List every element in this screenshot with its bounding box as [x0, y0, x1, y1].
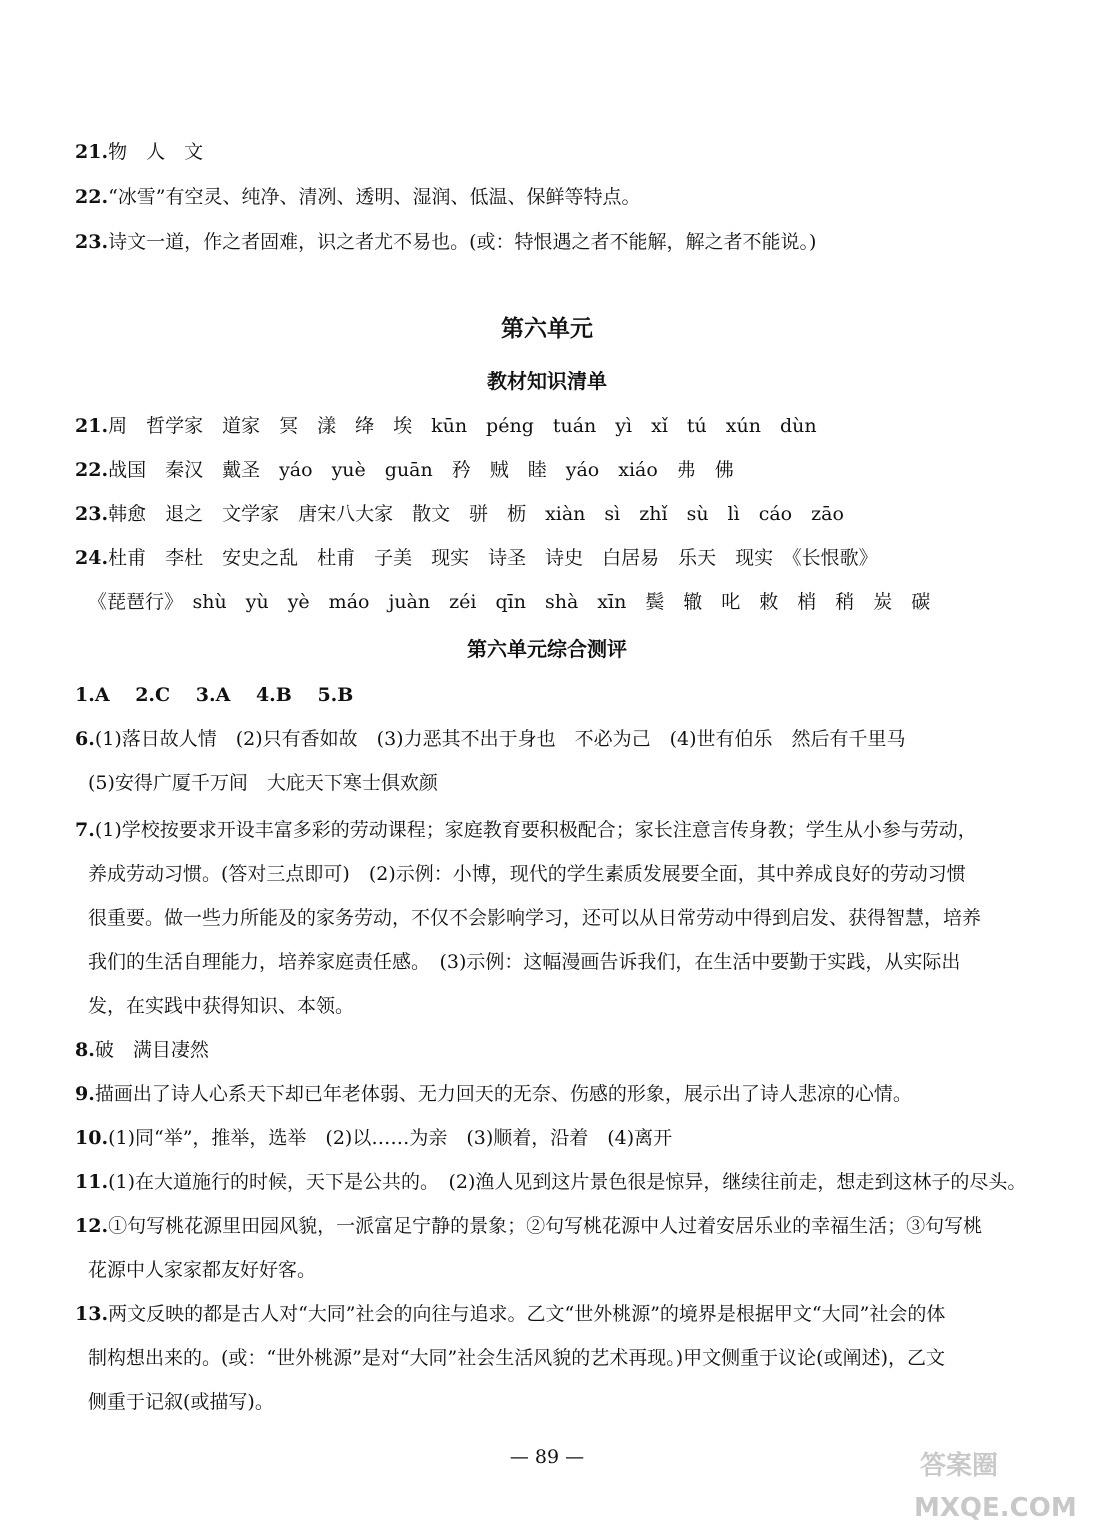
section-title: 教材知识清单 — [487, 369, 607, 393]
answer-line — [75, 1170, 1026, 1194]
item-number: 21. — [75, 141, 109, 163]
answer-line — [88, 862, 966, 886]
item-number: 23. — [75, 231, 109, 253]
item-text: (1)在大道施行的时候，天下是公共的。 (2)渔人见到这片景色很是惊异，继续往前走，想走到这林子的尽头。 — [108, 1171, 1027, 1193]
item-text: 《琵琶行》 shù yù yè máo juàn zéi qīn shà xīn 鬓 辙 叱 敕 梢 稍 炭 碳 — [88, 591, 931, 613]
answer-line — [88, 771, 438, 795]
item-number: 6. — [75, 728, 95, 750]
item-text: (5)安得广厦千万间 大庇天下寒士俱欢颜 — [88, 772, 438, 794]
item-number: 10. — [75, 1127, 109, 1149]
unit-title: 第六单元 — [501, 315, 593, 342]
item-number: 11. — [75, 1171, 109, 1193]
item-number: 9. — [75, 1083, 95, 1105]
item-text: 很重要。做一些力所能及的家务劳动，不仅不会影响学习，还可以从日常劳动中得到启发、获得智慧，培养 — [88, 907, 982, 929]
answer-line — [75, 414, 817, 438]
item-text: (1)落日故人情 (2)只有香如故 (3)力恶其不出于身也 不必为己 (4)世有伯乐 然后有千里马 — [94, 728, 906, 750]
answer-line — [75, 818, 977, 842]
item-text: 杜甫 李杜 安史之乱 杜甫 子美 现实 诗圣 诗史 白居易 乐天 现实 《长恨歌》 — [108, 547, 878, 569]
answer-line — [75, 727, 906, 751]
answer-line — [88, 1258, 316, 1282]
answer-line — [75, 185, 641, 209]
item-text: (1)学校按要求开设丰富多彩的劳动课程；家庭教育要积极配合；家长注意言传身教；学生从小参与劳动， — [94, 819, 977, 841]
item-text: 破 满目凄然 — [94, 1039, 209, 1061]
answer-line — [88, 590, 930, 614]
item-text: 养成劳动习惯。(答对三点即可) (2)示例：小博，现代的学生素质发展要全面，其中养成良好的劳动习惯 — [88, 863, 966, 885]
answer-line — [75, 140, 203, 164]
item-text: 战国 秦汉 戴圣 yáo yuè guān 矜 贼 睦 yáo xiáo 弗 佛 — [108, 459, 734, 481]
item-text: (1)同“举”，推举，选举 (2)以……为亲 (3)顺着，沿着 (4)离开 — [108, 1127, 673, 1149]
item-text: 发，在实践中获得知识、本领。 — [88, 995, 355, 1017]
item-number: 23. — [75, 503, 109, 525]
answer-line — [75, 546, 878, 570]
item-text: “冰雪”有空灵、纯净、清冽、透明、湿润、低温、保鲜等特点。 — [108, 186, 641, 208]
item-number: 22. — [75, 459, 109, 481]
item-number: 22. — [75, 186, 109, 208]
item-text: 侧重于记叙(或描写)。 — [88, 1391, 274, 1413]
section-title: 第六单元综合测评 — [467, 637, 627, 661]
item-text: 制构想出来的。(或：“世外桃源”是对“大同”社会生活风貌的艺术再现。)甲文侧重于议论(或阐述)，乙文 — [88, 1347, 946, 1369]
item-text: 描画出了诗人心系天下却已年老体弱、无力回天的无奈、伤感的形象，展示出了诗人悲凉的心情。 — [94, 1083, 912, 1105]
item-text: 周 哲学家 道家 冥 漾 绛 埃 kūn péng tuán yì xǐ tú xún dùn — [108, 415, 817, 437]
answer-line — [88, 1390, 274, 1414]
item-text: ①句写桃花源里田园风貌，一派富足宁静的景象；②句写桃花源中人过着安居乐业的幸福生活；③句写桃 — [108, 1215, 983, 1237]
item-text: 花源中人家家都友好好客。 — [88, 1259, 317, 1281]
watermark-logo — [910, 1436, 1080, 1526]
watermark-line2: MXQE.COM — [914, 1493, 1077, 1523]
item-text: 物 人 文 — [108, 141, 204, 163]
answer-line — [75, 1302, 945, 1326]
item-number: 8. — [75, 1039, 95, 1061]
item-number: 7. — [75, 819, 95, 841]
item-number: 12. — [75, 1215, 109, 1237]
answer-line — [75, 1214, 982, 1238]
answer-line — [75, 683, 353, 707]
item-number: 13. — [75, 1303, 109, 1325]
item-text: 两文反映的都是古人对“大同”社会的向往与追求。乙文“世外桃源”的境界是根据甲文“大同”社会的体 — [108, 1303, 946, 1325]
answer-line — [75, 1126, 672, 1150]
answer-line — [88, 1346, 945, 1370]
item-text: 1.A 2.C 3.A 4.B 5.B — [75, 684, 354, 706]
item-text: 诗文一道，作之者固难，识之者尤不易也。(或：特恨遇之者不能解，解之者不能说。) — [108, 231, 817, 253]
answer-line — [88, 994, 354, 1018]
item-number: 21. — [75, 415, 109, 437]
answer-line — [75, 230, 816, 254]
answer-line — [75, 458, 734, 482]
page-number: — 89 — — [509, 1446, 585, 1468]
answer-line — [75, 502, 844, 526]
item-text: 韩愈 退之 文学家 唐宋八大家 散文 骈 枥 xiàn sì zhǐ sù lì cáo zāo — [108, 503, 844, 525]
answer-line — [75, 1082, 912, 1106]
item-text: 我们的生活自理能力，培养家庭责任感。 (3)示例：这幅漫画告诉我们，在生活中要勤于实践，从实际出 — [88, 951, 961, 973]
watermark-line1: 答案圈 — [920, 1451, 999, 1481]
answer-line — [75, 1038, 209, 1062]
answer-line — [88, 950, 960, 974]
item-number: 24. — [75, 547, 109, 569]
answer-line — [88, 906, 981, 930]
